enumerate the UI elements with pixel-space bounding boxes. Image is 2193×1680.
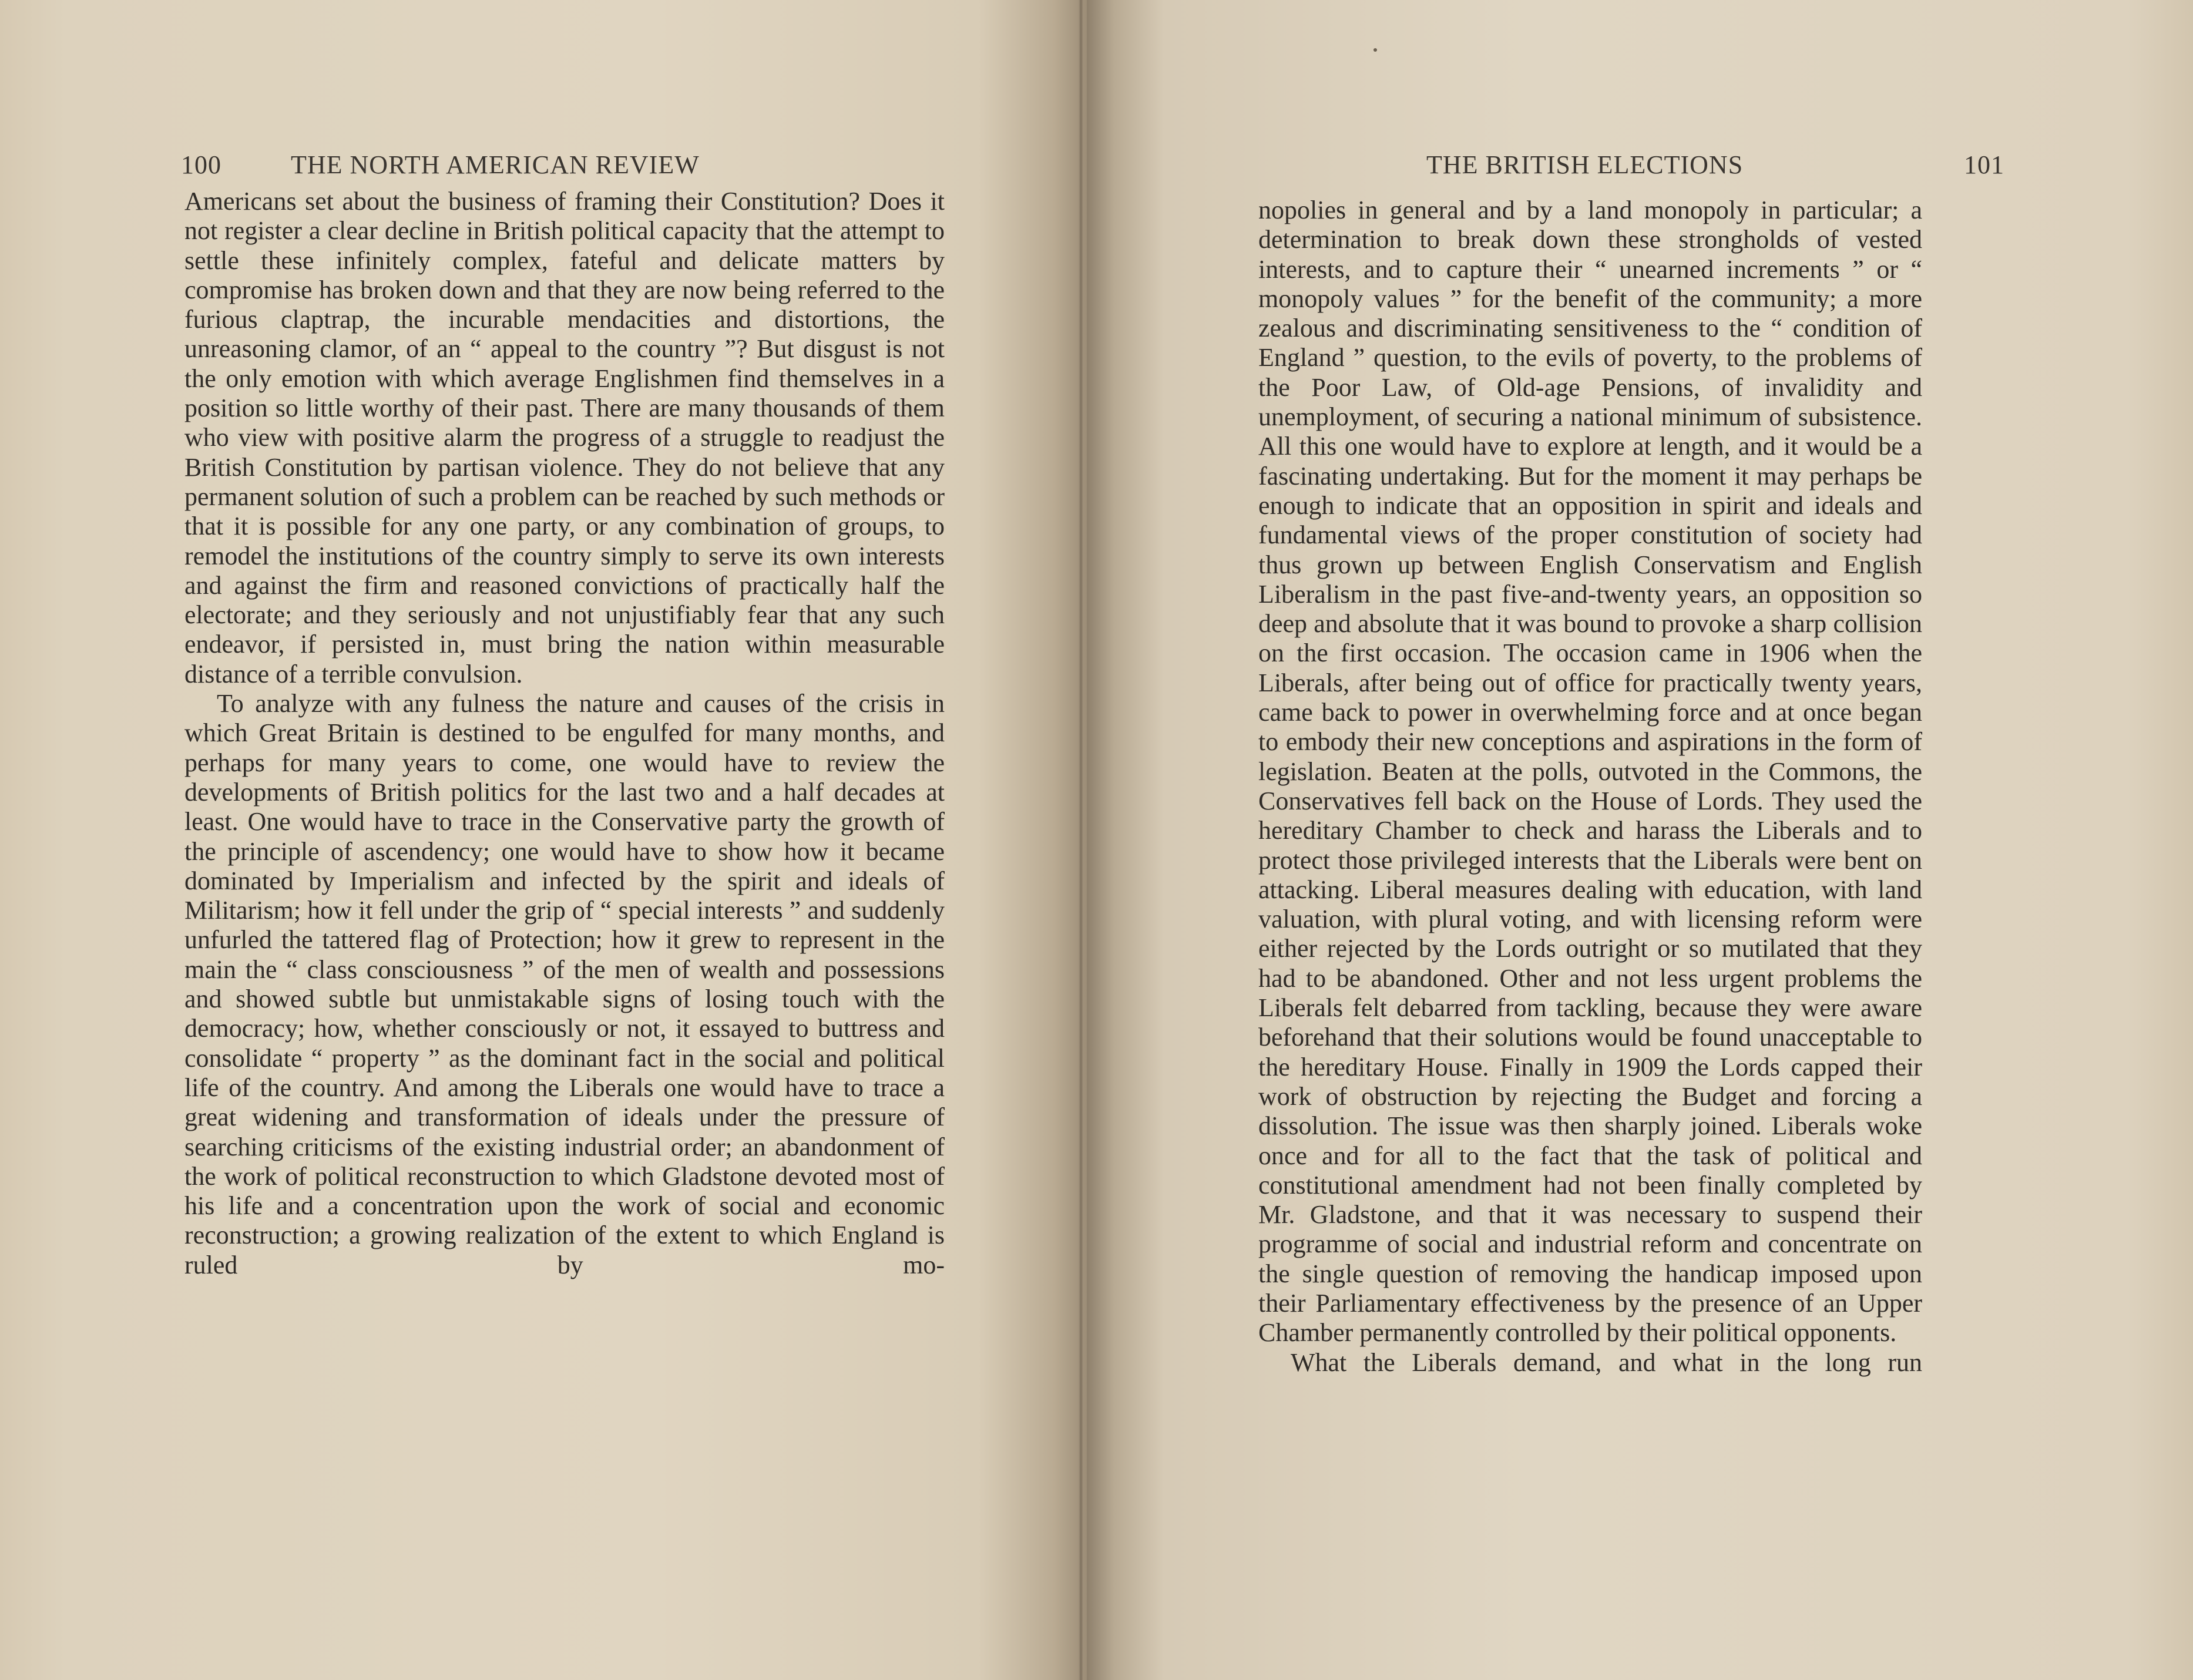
book-gutter (1079, 0, 1083, 1680)
page-number-left: 100 (181, 150, 221, 179)
running-title-right: THE BRITISH ELECTIONS (1426, 150, 1744, 179)
paragraph: To analyze with any fulness the nature and causes of the crisis in which Great Britain is destined to be engulfed for many months, and perhaps for many years to come, one would have to review the developments of British politics for the last two and a half decades at least. One would have to trace in the Conservative party the growth of the principle of ascendency; one would have to show how it became dominated by Imperialism and infected by the spirit and ideals of Militarism; how it fell under the grip of “ special interests ” and suddenly unfurled the tattered flag of Protection; how it grew to represent in the main the “ class consciousness ” of the men of wealth and possessions and showed subtle but unmistakable signs of losing touch with the democracy; how, whether consciously or not, it essayed to buttress and consolidate “ property ” as the dominant fact in the social and political life of the country. And among the Liberals one would have to trace a great widening and transformation of ideals under the pressure of searching criticisms of the existing industrial order; an abandonment of the work of political reconstruction to which Gladstone devoted most of his life and a concentration upon the work of social and economic reconstruction; a growing realization of the extent to which England is ruled by mo- (184, 689, 945, 1279)
right-page (1087, 0, 2193, 1680)
left-page-body (184, 187, 945, 1280)
running-title-left: THE NORTH AMERICAN REVIEW (291, 150, 700, 179)
right-page-body (1258, 196, 1922, 1377)
paragraph: Americans set about the business of framing their Constitution? Does it not register a clear decline in British political capacity that the attempt to settle these infinitely complex, fateful and delicate matters by compromise has broken down and that they are now being referred to the furious claptrap, the incurable mendacities and distortions, the unreasoning clamor, of an “ appeal to the country ”? But disgust is not the only emotion with which average Englishmen find themselves in a position so little worthy of their past. There are many thousands of them who view with positive alarm the progress of a struggle to readjust the British Constitution by partisan violence. They do not believe that any permanent solution of such a problem can be reached by such methods or that it is possible for any one party, or any combination of groups, to remodel the institutions of the country simply to serve its own interests and against the firm and reasoned convictions of practically half the electorate; and they seriously and not unjustifiably fear that any such endeavor, if persisted in, must bring the nation within measurable distance of a terrible convulsion. (184, 187, 945, 688)
paragraph: nopolies in general and by a land monopoly in particular; a determination to break down these strongholds of vested interests, and to capture their “ unearned increments ” or “ monopoly values ” for the benefit of the community; a more zealous and discriminating sensitiveness to the “ condition of England ” question, to the evils of poverty, to the problems of the Poor Law, of Old-age Pensions, of invalidity and unemployment, of securing a national minimum of subsistence. All this one would have to explore at length, and it would be a fascinating undertaking. But for the moment it may perhaps be enough to indicate that an opposition in spirit and ideals and fundamental views of the proper constitution of society had thus grown up between English Conservatism and English Liberalism in the past five-and-twenty years, an opposition so deep and absolute that it was bound to provoke a sharp collision on the first occasion. The occasion came in 1906 when the Liberals, after being out of office for practically twenty years, came back to power in overwhelming force and at once began to embody their new conceptions and aspirations in the form of legislation. Beaten at the polls, outvoted in the Commons, the Conservatives fell back on the House of Lords. They used the hereditary Chamber to check and harass the Liberals and to protect those privileged interests that the Liberals were bent on attacking. Liberal measures dealing with education, with land valuation, with plural voting, and with licensing reform were either rejected by the Lords outright or so mutilated that they had to be abandoned. Other and not less urgent problems the Liberals felt debarred from tackling, because they were aware beforehand that their solutions would be found unacceptable to the hereditary House. Finally in 1909 the Lords capped their work of obstruction by rejecting the Budget and forcing a dissolution. The issue was then sharply joined. Liberals woke once and for all to the fact that the task of political and constitutional amendment had not been finally completed by Mr. Gladstone, and that it was necessary to suspend their programme of social and industrial reform and concentrate on the single question of removing the handicap imposed upon their Parliamentary effectiveness by the presence of an Upper Chamber permanently controlled by their political opponents. (1258, 196, 1922, 1348)
left-page (0, 0, 1087, 1680)
paragraph: What the Liberals demand, and what in the long run (1291, 1348, 1922, 1377)
page-number-right: 101 (1964, 150, 2004, 179)
paper-speck (1373, 48, 1377, 52)
